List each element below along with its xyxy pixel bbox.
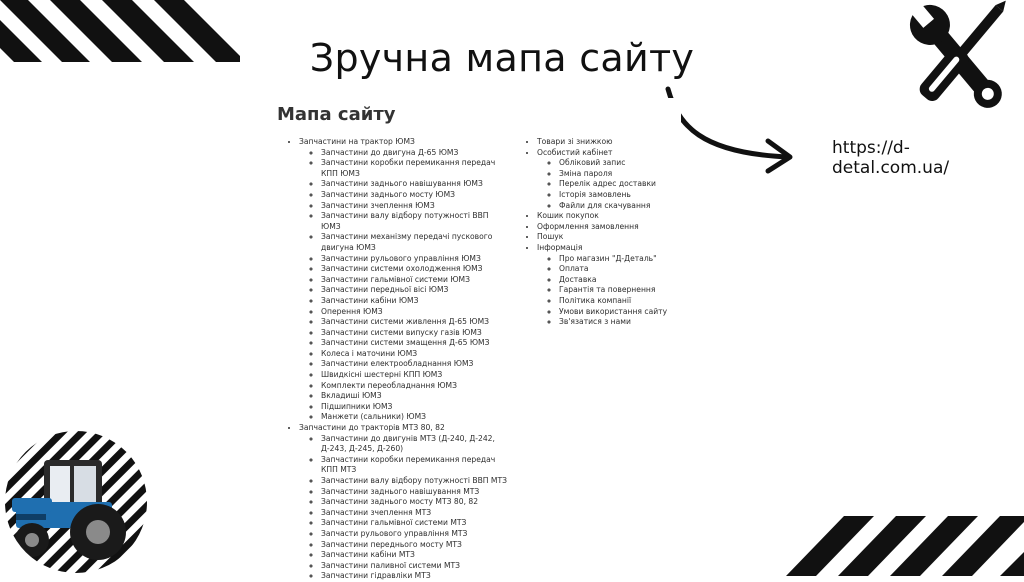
sitemap-subitem[interactable]: ◦ Запчастини заднього навішування МТЗ (321, 487, 507, 498)
sitemap-subitem[interactable]: ◦ Обліковий запис (559, 158, 685, 169)
sitemap-subitem[interactable]: ◦ Запчастини зчеплення МТЗ (321, 508, 507, 519)
sitemap-subitem[interactable]: ◦ Запчасти рульового управління МТЗ (321, 529, 507, 540)
sitemap-subitem[interactable]: ◦ Підшипники ЮМЗ (321, 402, 507, 413)
sitemap-sublist (299, 148, 507, 423)
sitemap-subitem[interactable]: ◦ Запчастини рульового управління ЮМЗ (321, 254, 507, 265)
sitemap-link[interactable]: Запчастини до тракторів МТЗ 80, 82 (299, 423, 445, 433)
sitemap-subitem[interactable]: ◦ Вкладиші ЮМЗ (321, 391, 507, 402)
sitemap-subitem[interactable]: ◦ Запчастини електрообладнання ЮМЗ (321, 359, 507, 370)
sitemap-subitem[interactable]: ◦ Оплата (559, 264, 685, 275)
sitemap-subitem[interactable]: ◦ Запчастини валу відбору потужності ВВП ЮМЗ (321, 211, 507, 232)
sitemap-screenshot (273, 98, 681, 581)
sitemap-item[interactable] (537, 148, 685, 212)
sitemap-subitem[interactable]: ◦ Запчастини до двигуна Д-65 ЮМЗ (321, 148, 507, 159)
sitemap-subitem[interactable]: ◦ Запчастини системи змащення Д-65 ЮМЗ (321, 338, 507, 349)
sitemap-link[interactable]: Оформлення замовлення (537, 221, 639, 231)
hazard-stripes-bottom-right (786, 516, 1024, 576)
sitemap-item[interactable] (299, 137, 507, 423)
sitemap-link[interactable]: Пошук (537, 232, 564, 242)
sitemap-list (287, 137, 507, 582)
sitemap-subitem[interactable]: ◦ Запчастини коробки перемикання передач КПП МТЗ (321, 455, 507, 476)
sitemap-sublist (537, 158, 685, 211)
sitemap-subitem[interactable]: ◦ Історія замовлень (559, 190, 685, 201)
sitemap-subitem[interactable]: ◦ Комплекти переобладнання ЮМЗ (321, 381, 507, 392)
sitemap-item[interactable] (299, 423, 507, 582)
sitemap-link[interactable]: Інформація (537, 242, 583, 252)
sitemap-subitem[interactable]: ◦ Запчастини кабіни ЮМЗ (321, 296, 507, 307)
sitemap-subitem[interactable]: ◦ Запчастини паливної системи МТЗ (321, 561, 507, 572)
sitemap-subitem[interactable]: ◦ Перелік адрес доставки (559, 179, 685, 190)
sitemap-list (525, 137, 685, 328)
sitemap-subitem[interactable]: ◦ Запчастини валу відбору потужності ВВП МТЗ (321, 476, 507, 487)
sitemap-subitem[interactable]: ◦ Запчастини передньої вісі ЮМЗ (321, 285, 507, 296)
sitemap-subitem[interactable]: ◦ Запчастини кабіни МТЗ (321, 550, 507, 561)
sitemap-link[interactable]: Товари зі знижкою (537, 137, 613, 146)
sitemap-subitem[interactable]: ◦ Про магазин "Д-Деталь" (559, 254, 685, 265)
sitemap-link[interactable]: Запчастини на трактор ЮМЗ (299, 137, 415, 146)
sitemap-subitem[interactable]: ◦ Умови використання сайту (559, 307, 685, 318)
sitemap-subitem[interactable]: ◦ Доставка (559, 275, 685, 286)
sitemap-link[interactable]: Кошик покупок (537, 211, 599, 221)
sitemap-subitem[interactable]: ◦ Зв'язатися з нами (559, 317, 685, 328)
sitemap-subitem[interactable]: ◦ Швидкісні шестерні КПП ЮМЗ (321, 370, 507, 381)
sitemap-subitem[interactable]: ◦ Політика компанії (559, 296, 685, 307)
sitemap-subitem[interactable]: ◦ Запчастини механізму передачі пускового двигуна ЮМЗ (321, 232, 507, 253)
sitemap-heading: Мапа сайту (277, 104, 396, 125)
sitemap-subitem[interactable]: ◦ Запчастини заднього мосту МТЗ 80, 82 (321, 497, 507, 508)
sitemap-subitem[interactable]: ◦ Манжети (сальники) ЮМЗ (321, 412, 507, 423)
sitemap-item[interactable] (537, 137, 685, 148)
tools-icon (893, 0, 1024, 116)
sitemap-subitem[interactable]: ◦ Запчастини системи охолодження ЮМЗ (321, 264, 507, 275)
slide-title: Зручна мапа сайту (309, 36, 695, 80)
sitemap-subitem[interactable]: ◦ Запчастини гідравліки МТЗ (321, 571, 507, 582)
tractor-image (2, 428, 150, 576)
sitemap-subitem[interactable]: ◦ Запчастини гальмівної системи ЮМЗ (321, 275, 507, 286)
sitemap-subitem[interactable]: ◦ Запчастини гальмівної системи МТЗ (321, 518, 507, 529)
sitemap-subitem[interactable]: ◦ Оперення ЮМЗ (321, 307, 507, 318)
sitemap-sublist (537, 254, 685, 328)
sitemap-subitem[interactable]: ◦ Запчастини переднього мосту МТЗ (321, 540, 507, 551)
sitemap-subitem[interactable]: ◦ Запчастини системи випуску газів ЮМЗ (321, 328, 507, 339)
sitemap-left-column (287, 137, 507, 582)
sitemap-link[interactable]: Особистий кабінет (537, 147, 613, 157)
sitemap-subitem[interactable]: ◦ Гарантія та повернення (559, 285, 685, 296)
sitemap-subitem[interactable]: ◦ Запчастини заднього навішування ЮМЗ (321, 179, 507, 190)
sitemap-item[interactable] (537, 211, 685, 222)
sitemap-item[interactable] (537, 232, 685, 243)
sitemap-subitem[interactable]: ◦ Запчастини зчеплення ЮМЗ (321, 201, 507, 212)
sitemap-subitem[interactable]: ◦ Файли для скачування (559, 201, 685, 212)
sitemap-sublist (299, 434, 507, 582)
sitemap-item[interactable] (537, 243, 685, 328)
sitemap-subitem[interactable]: ◦ Запчастини системи живлення Д-65 ЮМЗ (321, 317, 507, 328)
sitemap-subitem[interactable]: ◦ Колеса і маточини ЮМЗ (321, 349, 507, 360)
sitemap-subitem[interactable]: ◦ Запчастини заднього мосту ЮМЗ (321, 190, 507, 201)
sitemap-subitem[interactable]: ◦ Запчастини коробки перемикання передач КПП ЮМЗ (321, 158, 507, 179)
sitemap-right-column (525, 137, 685, 328)
sitemap-subitem[interactable]: ◦ Зміна пароля (559, 169, 685, 180)
site-url-link[interactable]: https://d-detal.com.ua/ (832, 138, 950, 178)
sitemap-subitem[interactable]: ◦ Запчастини до двигунів МТЗ (Д-240, Д-242, Д-243, Д-245, Д-260) (321, 434, 507, 455)
sitemap-item[interactable] (537, 222, 685, 233)
